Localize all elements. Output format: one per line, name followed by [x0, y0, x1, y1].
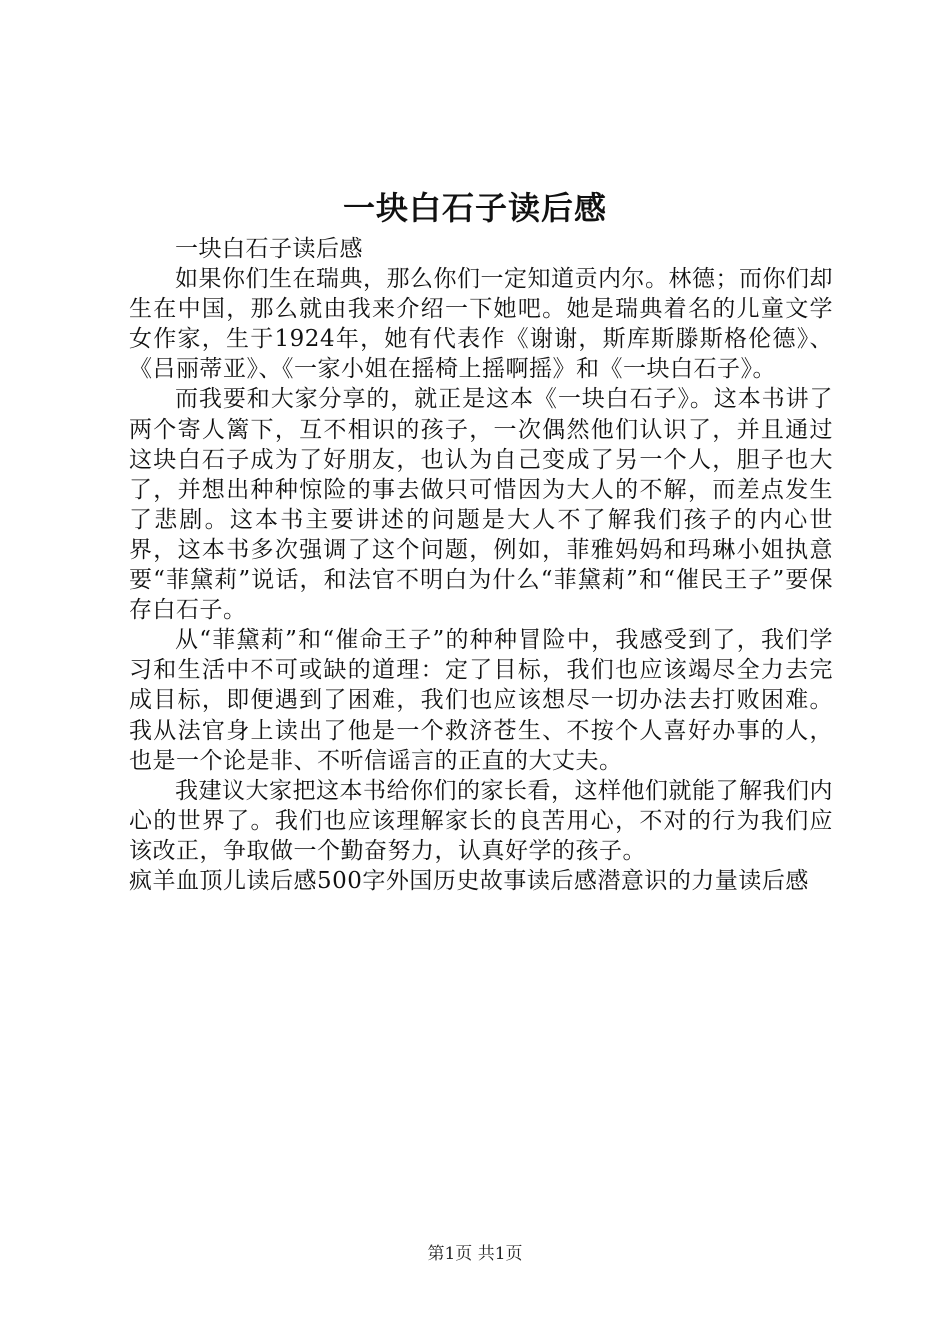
paragraph-suggestion: 我建议大家把这本书给你们的家长看，这样他们就能了解我们内心的世界了。我们也应该理解家长的良苦用心，不对的行为我们应该改正，争取做一个勤奋努力，认真好学的孩子。 — [129, 777, 833, 864]
document-title: 一块白石子读后感 — [342, 189, 607, 227]
page-number-footer: 第1页 共1页 — [427, 1244, 523, 1264]
paragraph-intro: 如果你们生在瑞典，那么你们一定知道贡内尔。林德；而你们却生在中国，那么就由我来介绍一下她吧。她是瑞典着名的儿童文学女作家，生于1924年，她有代表作《谢谢，斯库斯滕斯格伦德》、《吕丽蒂亚》、《一家小姐在摇椅上摇啊摇》和《一块白石子》。 — [129, 266, 833, 383]
paragraph-summary: 而我要和大家分享的，就正是这本《一块白石子》。这本书讲了两个寄人篱下，互不相识的孩子，一次偶然他们认识了，并且通过这块白石子成为了好朋友，也认为自己变成了另一个人，胆子也大了，并想出种种惊险的事去做只可惜因为大人的不解，而差点发生了悲剧。这本书主要讲述的问题是大人不了解我们孩子的内心世界，这本书多次强调了这个问题，例如，菲雅妈妈和玛琳小姐执意要“菲黛莉”说话，和法官不明白为什么“菲黛莉”和“催民王子”要保存白石子。 — [129, 386, 833, 624]
document-body — [129, 234, 833, 896]
paragraph-related-links: 疯羊血顶儿读后感500字外国历史故事读后感潜意识的力量读后感 — [129, 867, 809, 894]
paragraph-subtitle: 一块白石子读后感 — [175, 236, 363, 262]
paragraph-reflection: 从“菲黛莉”和“催命王子”的种种冒险中，我感受到了，我们学习和生活中不可或缺的道理：定了目标，我们也应该竭尽全力去完成目标，即便遇到了困难，我们也应该想尽一切办法去打败困难。我从法官身上读出了他是一个救济苍生、不按个人喜好办事的人，也是一个论是非、不听信谣言的正直的大丈夫。 — [129, 627, 833, 774]
